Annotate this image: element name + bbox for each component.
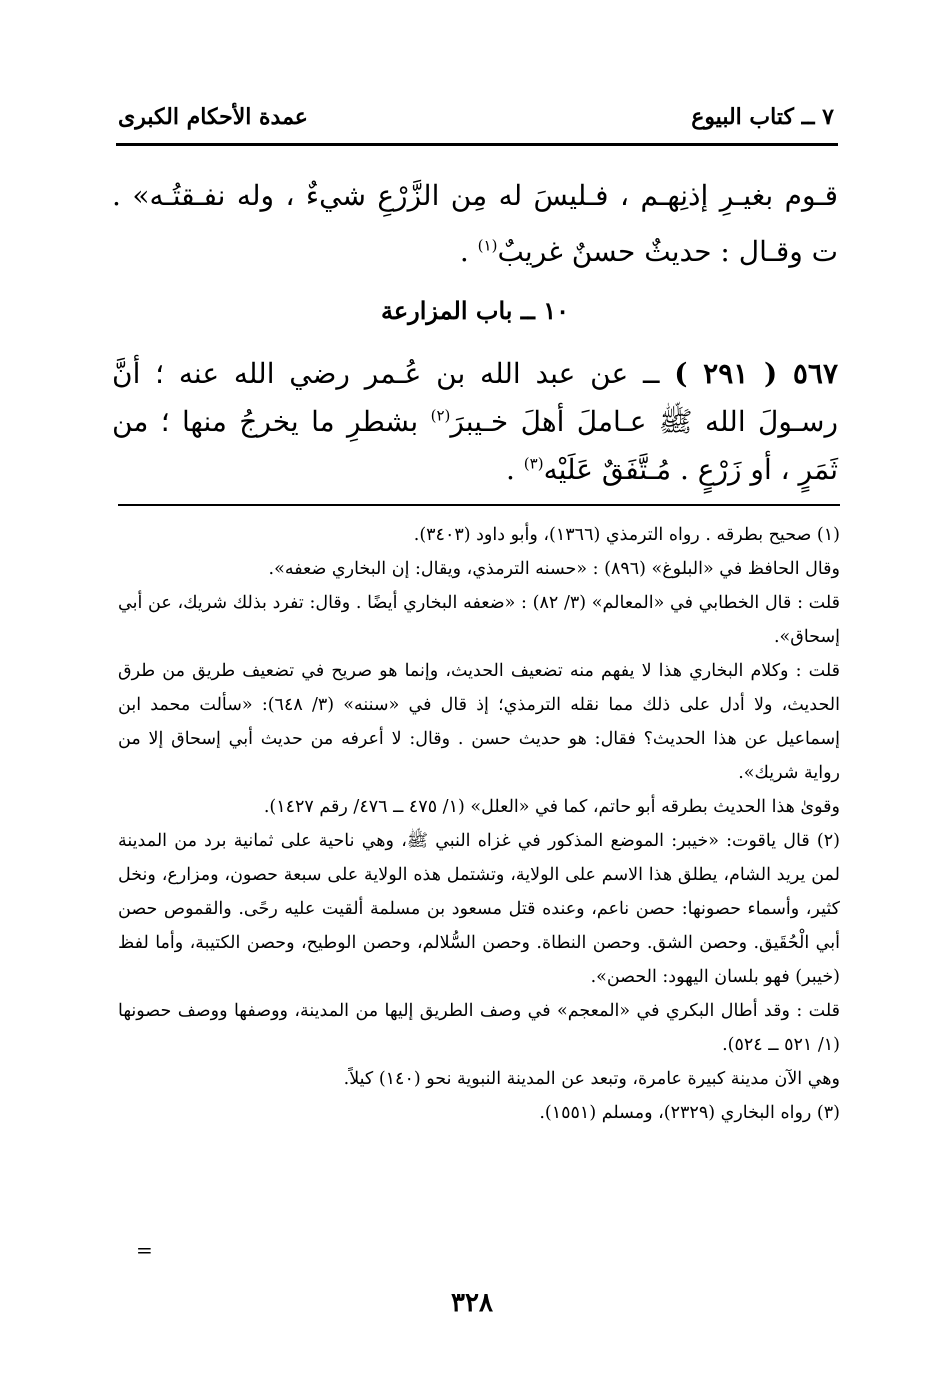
page-number: ٣٢٨ <box>451 1288 493 1318</box>
continuation-end: . <box>459 235 478 268</box>
footnote-ref-2: (٢) <box>430 406 451 425</box>
footnote-paragraph: وقال الحافظ في «البلوغ» (٨٩٦) : «حسنه الترمذي، ويقال: إن البخاري ضعفه». <box>268 559 840 579</box>
footnote-paragraph: (١) صحيح بطرقه . رواه الترمذي (١٣٦٦)، وأبو داود (٣٤٠٣). <box>413 525 840 545</box>
footnote-paragraph: قلت : وكلام البخاري هذا لا يفهم منه تضعيف الحديث، وإنما هو صريح في تضعيف طريق من طرق الحديث، ولا أدل على ذلك مما نقله الترمذي؛ إذ قال في «سننه» (٣/ ٦٤٨): «سألت محمد ابن إسماعيل عن هذا الحديث؟ فقال: هو حديث حسن . وقال: لا أعرفه من حديث أبي إسحاق إلا من رواية شريك». <box>118 661 840 783</box>
footnotes <box>118 518 840 1130</box>
footnote-paragraph: (٢) قال ياقوت: «خيبر: الموضع المذكور في غزاه النبي ﷺ، وهي ناحية على ثمانية برد من المدينة لمن يريد الشام، يطلق هذا الاسم على الولاية، وتشتمل هذه الولاية على سبعة حصون، ومزارع، ونخل كثير، وأسماء حصونها: حصن ناعم، وعنده قتل مسعود بن مسلمة ألقيت عليه رحًى. والقموص حصن أبي الْحُقَيق. وحصن الشق. وحصن النطاة. وحصن السُّلالم، وحصن الوطيح، وحصن الكتيبة، وأما لفظ (خيبر) فهو بلسان اليهود: الحصن». <box>118 831 840 987</box>
footnote-paragraph: وهي الآن مدينة كبيرة عامرة، وتبعد عن المدينة النبوية نحو (١٤٠) كيلاً. <box>343 1069 840 1089</box>
section-title: ١٠ ــ باب المزارعة <box>380 296 570 325</box>
continuation-paragraph <box>112 168 838 280</box>
footnote-ref-3: (٣) <box>523 454 544 473</box>
continuation-text: قـوم بغيـرِ إذنِهـم ، فـليسَ له مِن الزَّرْعِ شيءٌ ، وله نفـقتُـه» . ت وقـال : حديثٌ حسنٌ غريبٌ <box>112 179 838 268</box>
book-title: عمدة الأحكام الكبرى <box>118 104 308 130</box>
header-rule <box>116 143 838 146</box>
chapter-title: ٧ ــ كتاب البيوع <box>691 104 834 130</box>
footnote-ref-1: (١) <box>477 236 498 255</box>
main-text <box>112 168 838 280</box>
footnote-rule <box>118 504 840 506</box>
continuation-mark: = <box>136 1238 153 1262</box>
footnote-paragraph: وقوىٰ هذا الحديث بطرقه أبو حاتم، كما في «العلل» (١/ ٤٧٥ ــ ٤٧٦/ رقم ١٤٢٧). <box>263 797 840 817</box>
hadith-paragraph <box>112 350 838 494</box>
hadith-text-a: ــ عن عبد الله بن عُـمر رضي الله عنه ؛ أنَّ رسـولَ الله ﷺ عـاملَ أهلَ خـيبرَ <box>112 357 838 438</box>
hadith-text-c: . <box>505 453 524 486</box>
hadith-number: ٥٦٧ ( ٢٩١ ) <box>674 357 838 390</box>
hadith-block <box>112 350 838 494</box>
running-header <box>112 104 834 140</box>
footnote-paragraph: (٣) رواه البخاري (٢٣٢٩)، ومسلم (١٥٥١). <box>539 1103 840 1123</box>
hadith-text-b: بشطرِ ما يخرجُ منها ؛ من ثَمَرٍ ، أو زَرْعٍ . مُـتَّفَقٌ عَلَيْه <box>112 405 838 486</box>
footnote-paragraph: قلت : قال الخطابي في «المعالم» (٣/ ٨٢) : «ضعفه البخاري أيضًا . وقال: تفرد بذلك شريك، عن أبي إسحاق». <box>118 593 841 647</box>
footnote-paragraph: قلت : وقد أطال البكري في «المعجم» في وصف الطريق إليها من المدينة، ووصفها ووصف حصونها (١/ ٥٢١ ــ ٥٢٤). <box>118 1001 840 1055</box>
